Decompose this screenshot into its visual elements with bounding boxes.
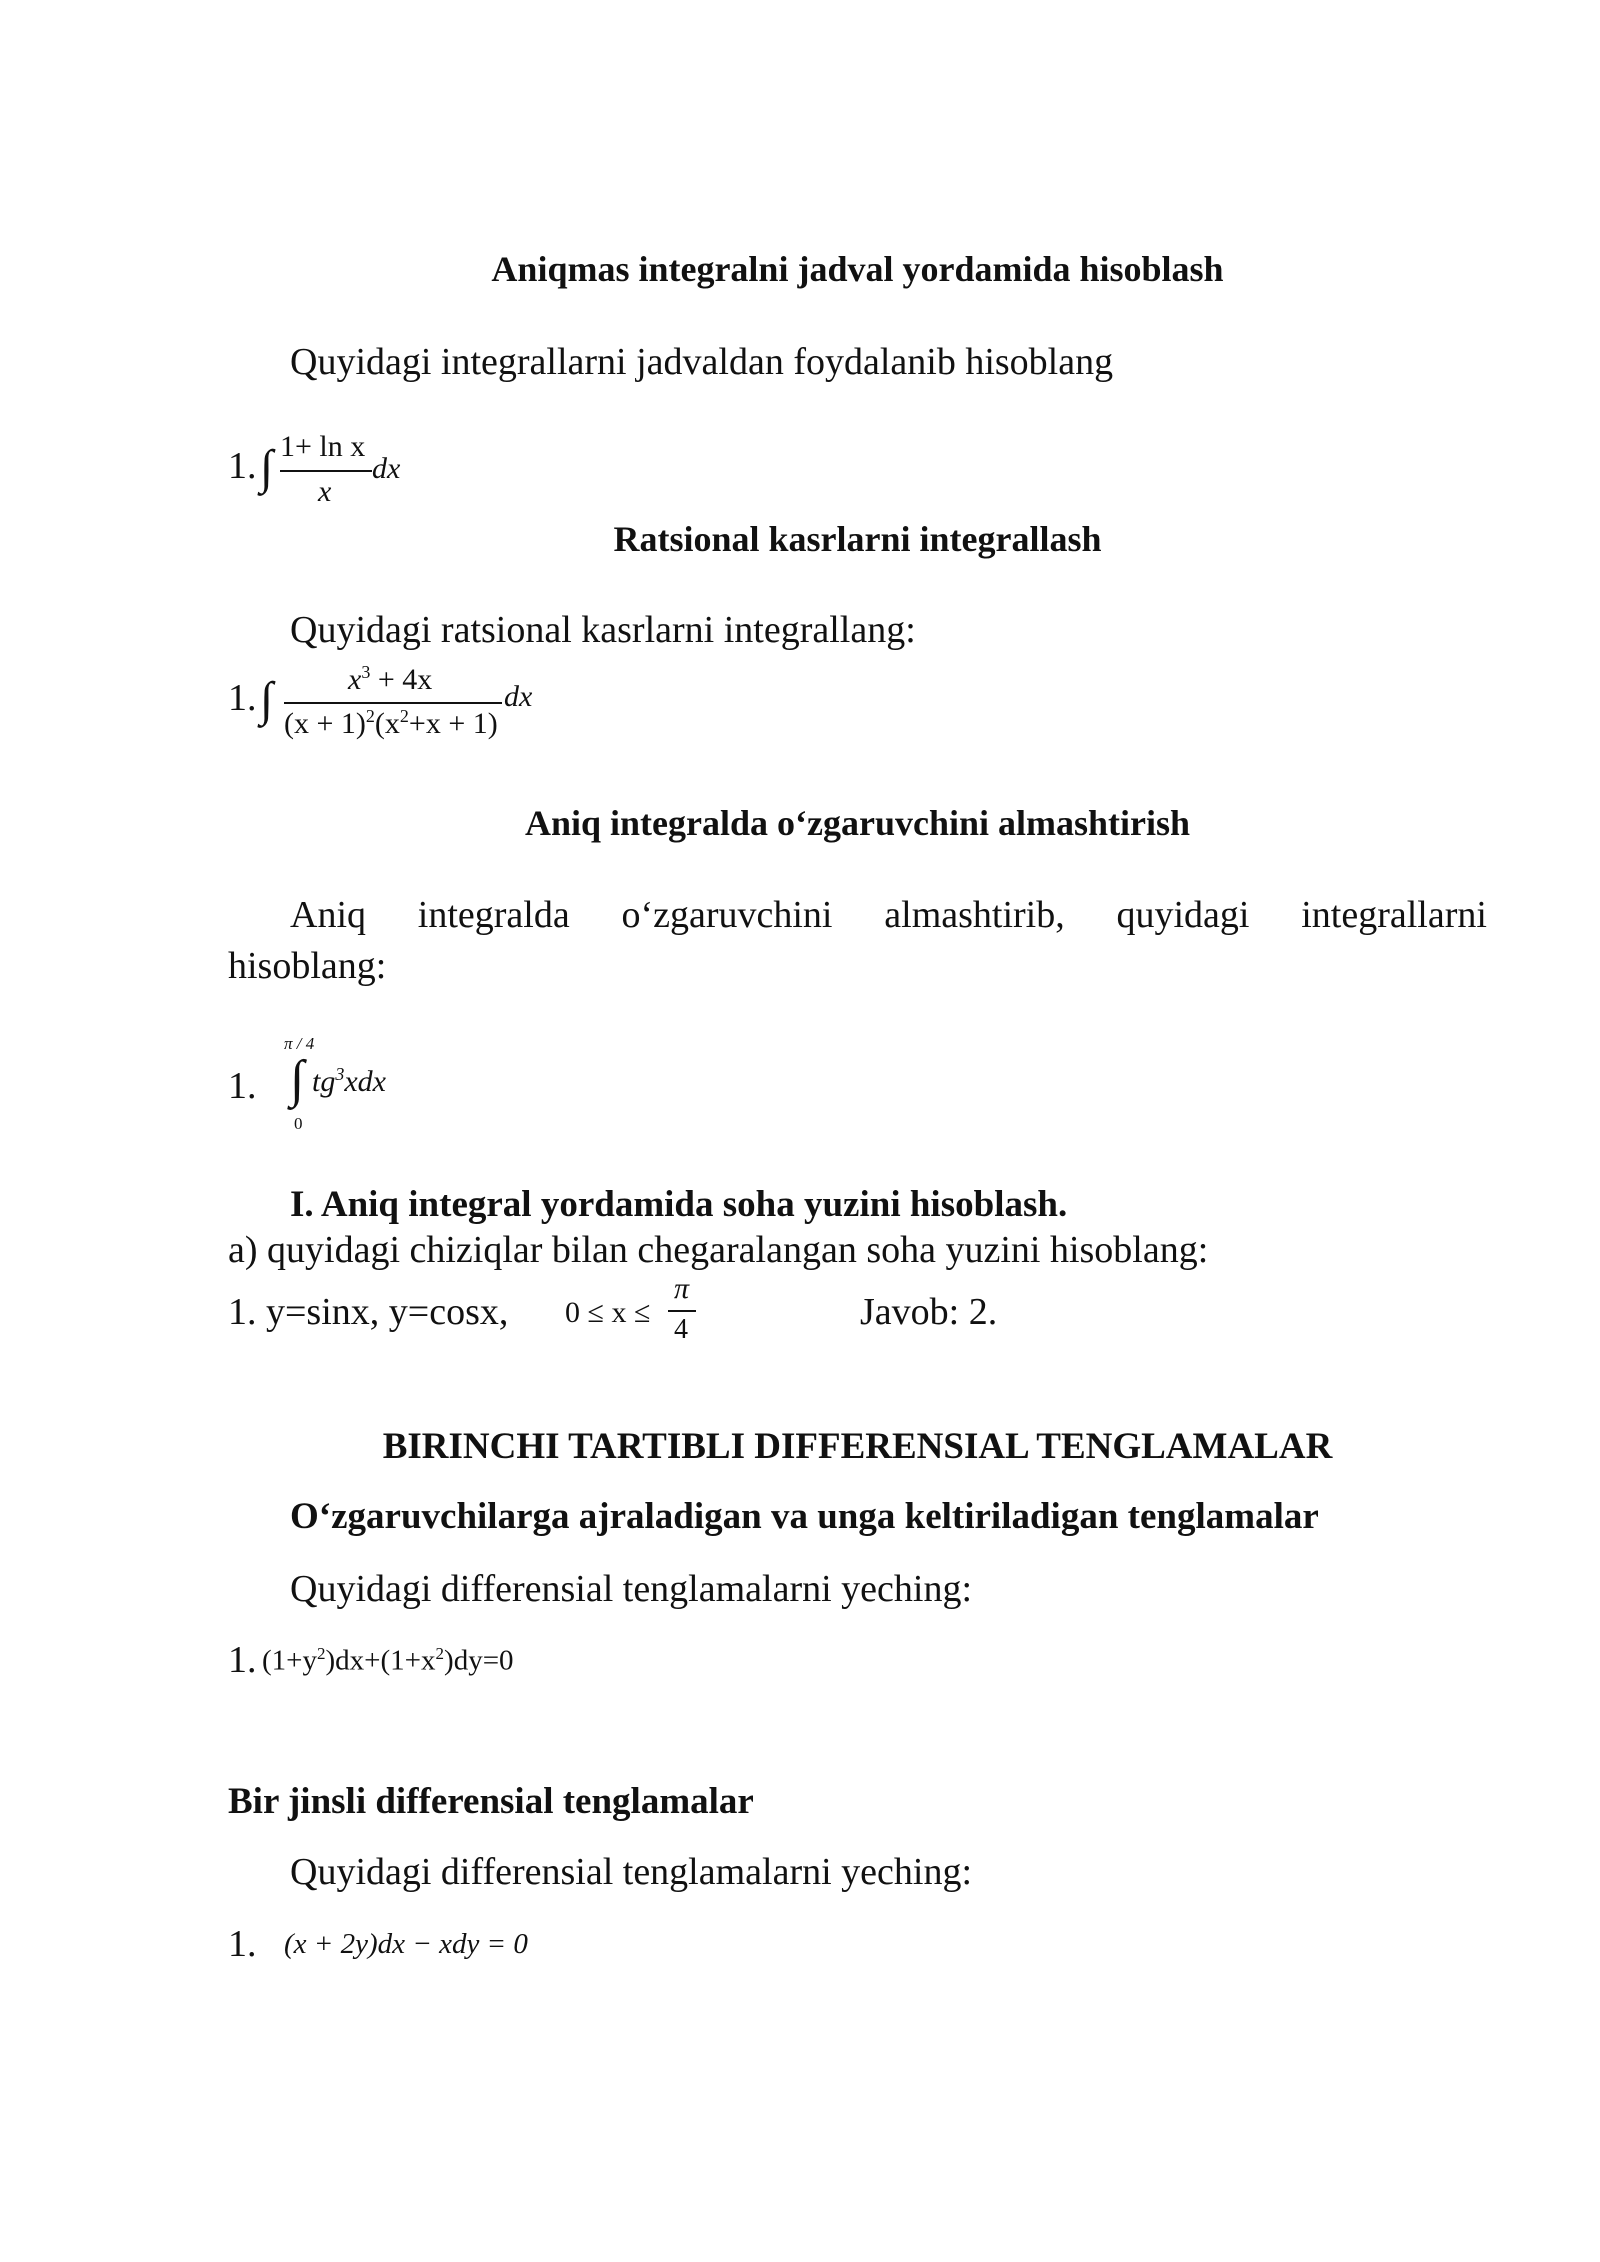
section3-title: Aniq integralda o‘zgaruvchini almashtirish	[524, 803, 1191, 843]
section6-instruction: Quyidagi differensial tenglamalarni yeching:	[290, 1851, 973, 1893]
dx-term: dx	[504, 680, 533, 713]
item-number: 1.	[228, 677, 257, 719]
section2-title: Ratsional kasrlarni integrallash	[613, 519, 1102, 559]
section3-instruction: Aniq integralda o‘zgaruvchini almashtirib, quyidagi integrallarni	[290, 894, 1487, 936]
section6-formula	[228, 1918, 728, 1978]
fraction-numerator: 1+ ln x	[280, 430, 366, 463]
range-denominator: 4	[674, 1314, 688, 1345]
upper-limit: π / 4	[284, 1034, 315, 1053]
fraction-bar	[284, 702, 502, 704]
item-number: 1.	[228, 1923, 257, 1965]
lower-limit: 0	[294, 1114, 303, 1133]
answer: Javob: 2.	[860, 1291, 998, 1333]
section2-instruction: Quyidagi ratsional kasrlarni integrallang:	[290, 609, 916, 651]
section2-formula	[228, 658, 648, 758]
item-text: 1. y=sinx, y=cosx,	[228, 1291, 509, 1333]
section1-title: Aniqmas integralni jadval yordamida hisoblash	[491, 249, 1224, 289]
item-number: 1.	[228, 1065, 257, 1107]
item-number: 1.	[228, 1639, 257, 1681]
equation: $(1+y^2)dx+(1+x^2)dy=0$	[262, 1644, 514, 1677]
section5-formula	[228, 1634, 728, 1694]
fraction-numerator: $x^3 + 4x$	[348, 662, 433, 696]
section5-subtitle: O‘zgaruvchilarga ajraladigan va unga keltiriladigan tenglamalar	[290, 1496, 1319, 1537]
item-number: 1.	[228, 445, 257, 487]
integrand: $tg^3xdx$	[312, 1064, 386, 1098]
section1-formula	[228, 430, 648, 520]
section1-instruction: Quyidagi integrallarni jadvaldan foydalanib hisoblang	[290, 341, 1114, 383]
integral-sign: ∫	[260, 441, 274, 494]
section3-instruction-cont: hisoblang:	[228, 945, 387, 987]
fraction-bar	[280, 470, 372, 472]
integral-sign: ∫	[290, 1051, 305, 1108]
section5-title: BIRINCHI TARTIBLI DIFFERENSIAL TENGLAMALAR	[382, 1426, 1333, 1467]
section4-item	[228, 1272, 1128, 1352]
range-numerator: π	[674, 1272, 690, 1305]
fraction-denominator: $(x + 1)^2(x^2+x + 1)$	[284, 706, 498, 740]
section6-title: Bir jinsli differensial tenglamalar	[228, 1781, 754, 1822]
equation: (x + 2y)dx − xdy = 0	[284, 1928, 528, 1960]
range-text: 0 ≤ x ≤	[565, 1296, 651, 1329]
section4-title: I. Aniq integral yordamida soha yuzini hisoblash.	[290, 1184, 1068, 1225]
section5-instruction: Quyidagi differensial tenglamalarni yeching:	[290, 1568, 973, 1610]
fraction-denominator: x	[318, 475, 332, 508]
integral-sign: ∫	[260, 673, 274, 726]
fraction-bar	[668, 1310, 696, 1312]
section3-formula	[228, 1034, 528, 1134]
section4-instruction: a) quyidagi chiziqlar bilan chegaralangan soha yuzini hisoblang:	[228, 1229, 1209, 1271]
dx-term: dx	[372, 452, 401, 485]
